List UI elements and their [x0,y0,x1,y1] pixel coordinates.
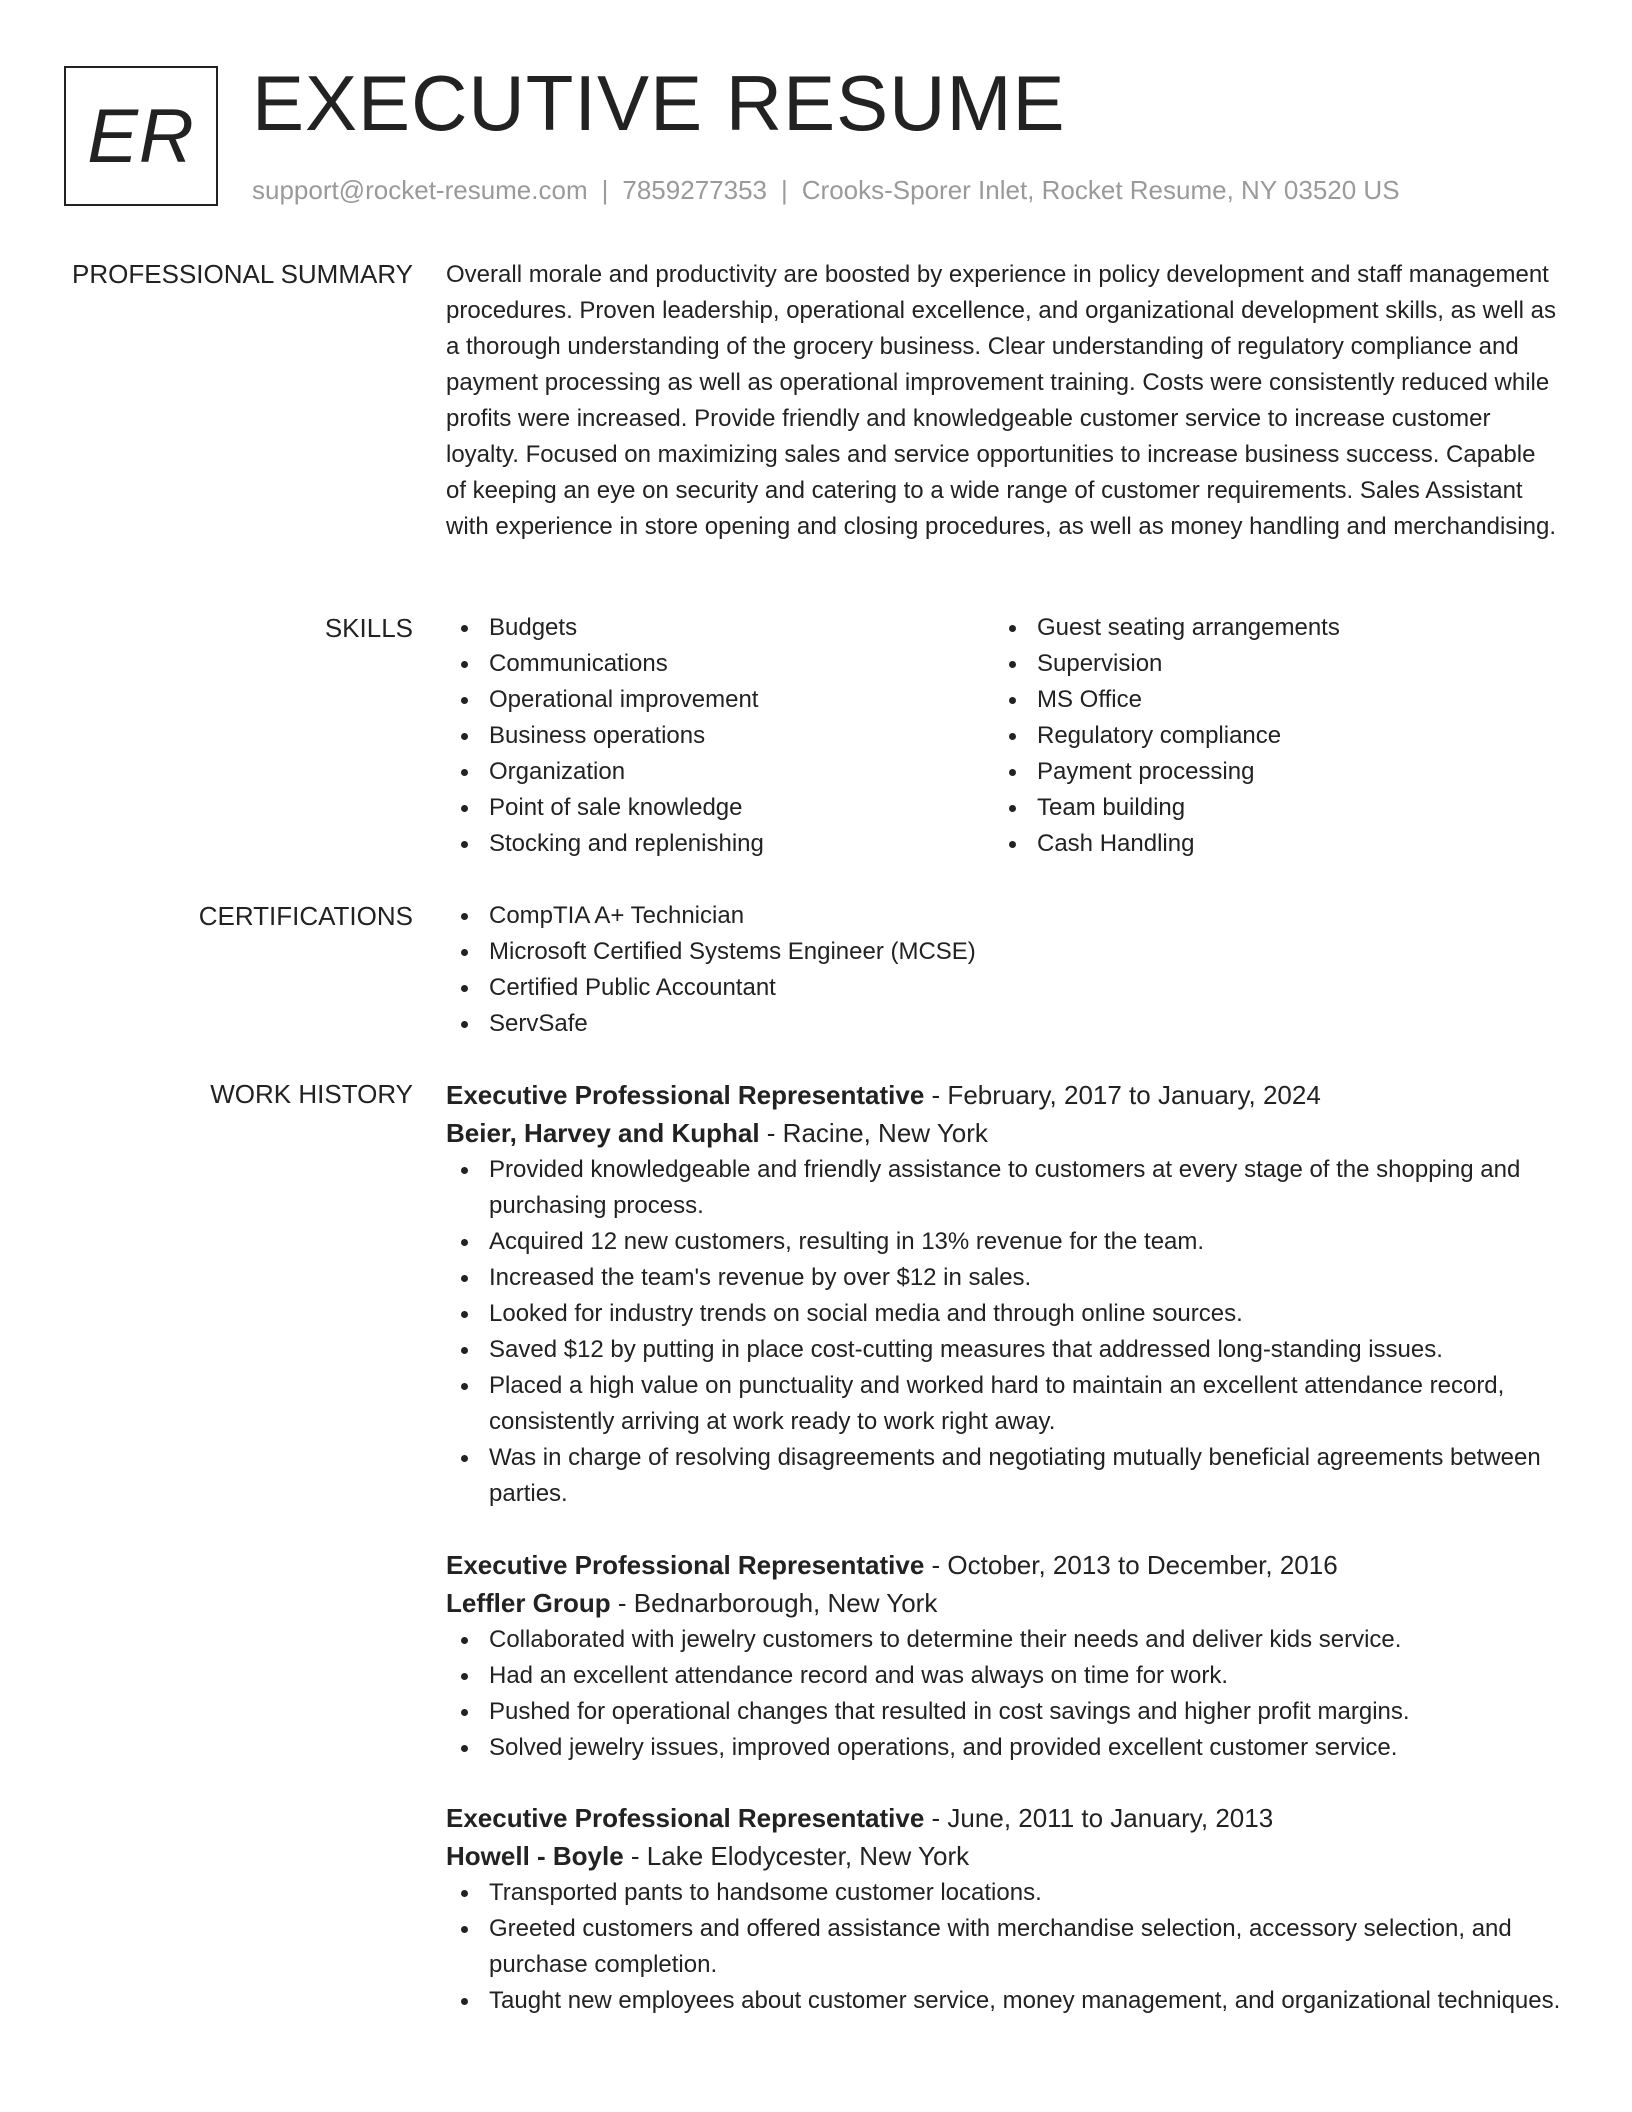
contact-address: Crooks-Sporer Inlet, Rocket Resume, NY 03520 US [801,175,1400,205]
list-item: Increased the team's revenue by over $12 in sales. [446,1260,1562,1296]
list-item: Provided knowledgeable and friendly assistance to customers at every stage of the shopping and purchasing process. [446,1152,1562,1224]
job-title: Executive Professional Representative [446,1080,925,1110]
list-item: Placed a high value on punctuality and worked hard to maintain an excellent attendance record, consistently arriving at work ready to work right away. [446,1368,1562,1440]
summary-section [446,257,1562,545]
job-bullet-list [446,1152,1562,1512]
contact-line [252,174,1400,206]
list-item: CompTIA A+ Technician [446,898,1562,934]
list-item: Regulatory compliance [994,718,1542,754]
list-item: Stocking and replenishing [446,826,994,862]
list-item: Budgets [446,610,994,646]
list-item: Point of sale knowledge [446,790,994,826]
job-title-line [446,1799,1562,1837]
job-dates: - June, 2011 to January, 2013 [924,1803,1274,1833]
job-bullet-list [446,1622,1562,1766]
skills-section [446,610,1562,862]
job-bullet-list [446,1875,1562,2019]
job-location: - Bednarborough, New York [610,1588,938,1618]
summary-text: Overall morale and productivity are boosted by experience in policy development and staff management procedures. Proven leadership, operational excellence, and organizational development skills, as well as a thorough understanding of the grocery business. Clear understanding of regulatory compliance and payment processing as well as operational improvement training. Costs were consistently reduced while profits were increased. Provide friendly and knowledgeable customer service to increase customer loyalty. Focused on maximizing sales and service opportunities to increase business success. Capable of keeping an eye on security and catering to a wide range of customer requirements. Sales Assistant with experience in store opening and closing procedures, as well as money handling and merchandising. [446,261,1556,540]
list-item: Cash Handling [994,826,1542,862]
skills-grid [446,610,1562,862]
contact-phone: 7859277353 [622,175,767,205]
list-item: Payment processing [994,754,1542,790]
job-entry [446,1076,1562,1512]
list-item: Team building [994,790,1542,826]
work-history-section [446,1076,1562,2019]
job-company: Beier, Harvey and Kuphal [446,1118,760,1148]
monogram-logo: ER [64,66,218,206]
list-item: Operational improvement [446,682,994,718]
job-location: - Lake Elodycester, New York [623,1841,970,1871]
list-item: Business operations [446,718,994,754]
list-item: Certified Public Accountant [446,970,1562,1006]
job-company-line [446,1837,1562,1875]
list-item: Acquired 12 new customers, resulting in 13% revenue for the team. [446,1224,1562,1260]
list-item: Communications [446,646,994,682]
section-label-summary: PROFESSIONAL SUMMARY [72,259,413,289]
list-item: Solved jewelry issues, improved operations, and provided excellent customer service. [446,1730,1562,1766]
section-label-certifications: CERTIFICATIONS [198,901,413,931]
resume-name: EXECUTIVE RESUME [252,59,1066,147]
list-item: Pushed for operational changes that resulted in cost savings and higher profit margins. [446,1694,1562,1730]
job-entry [446,1546,1562,1766]
skills-list-right [994,610,1542,862]
job-title: Executive Professional Representative [446,1550,925,1580]
job-company-line [446,1114,1562,1152]
list-item: MS Office [994,682,1542,718]
job-dates: - February, 2017 to January, 2024 [924,1080,1321,1110]
list-item: Looked for industry trends on social media and through online sources. [446,1296,1562,1332]
contact-separator: | [601,175,609,205]
certifications-section [446,898,1562,1042]
list-item: Saved $12 by putting in place cost-cutting measures that addressed long-standing issues. [446,1332,1562,1368]
list-item: Supervision [994,646,1542,682]
job-company-line [446,1584,1562,1622]
list-item: Had an excellent attendance record and was always on time for work. [446,1658,1562,1694]
section-label-skills: SKILLS [324,613,413,643]
job-company: Howell - Boyle [446,1841,624,1871]
list-item: Taught new employees about customer service, money management, and organizational techniques. [446,1983,1562,2019]
skills-list-left [446,610,994,862]
job-dates: - October, 2013 to December, 2016 [924,1550,1338,1580]
list-item: Guest seating arrangements [994,610,1542,646]
list-item: ServSafe [446,1006,1562,1042]
list-item: Transported pants to handsome customer locations. [446,1875,1562,1911]
certifications-list [446,898,1562,1042]
job-title-line [446,1076,1562,1114]
job-entry [446,1799,1562,2019]
list-item: Organization [446,754,994,790]
contact-email: support@rocket-resume.com [252,175,588,205]
list-item: Was in charge of resolving disagreements and negotiating mutually beneficial agreements between parties. [446,1440,1562,1512]
job-location: - Racine, New York [759,1118,988,1148]
list-item: Greeted customers and offered assistance with merchandise selection, accessory selection, and purchase completion. [446,1911,1562,1983]
job-company: Leffler Group [446,1588,611,1618]
list-item: Microsoft Certified Systems Engineer (MCSE) [446,934,1562,970]
section-label-work-history: WORK HISTORY [210,1079,413,1109]
job-title-line [446,1546,1562,1584]
list-item: Collaborated with jewelry customers to determine their needs and deliver kids service. [446,1622,1562,1658]
job-title: Executive Professional Representative [446,1803,925,1833]
contact-separator: | [781,175,788,205]
